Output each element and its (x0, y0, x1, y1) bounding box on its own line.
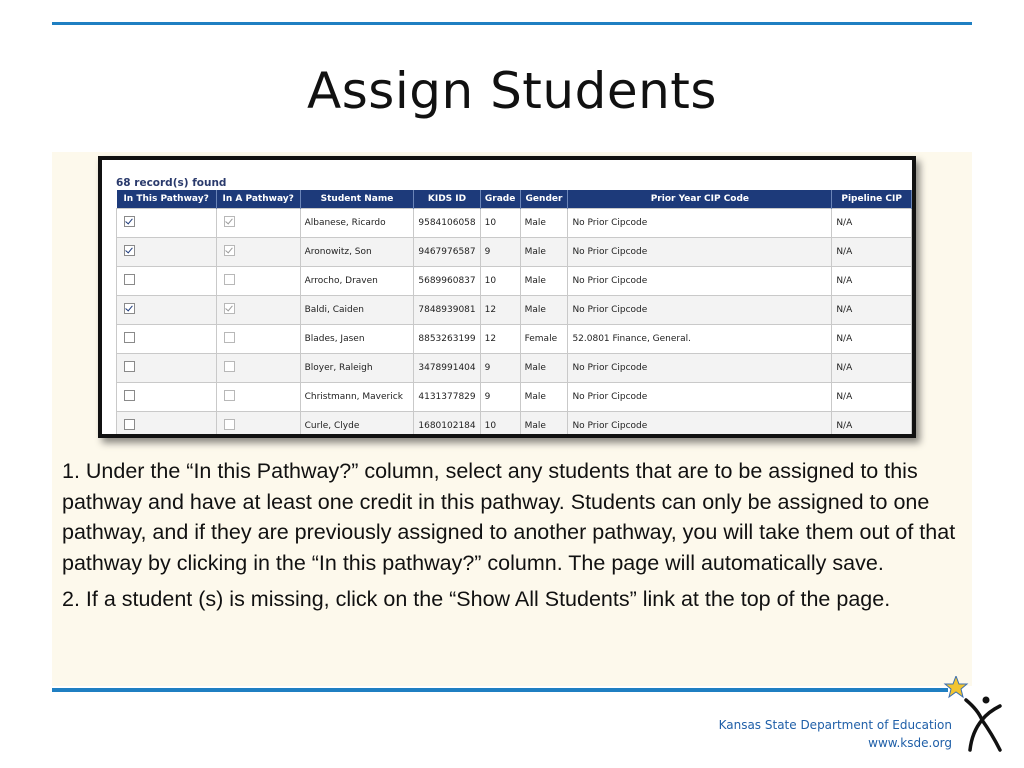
in-a-pathway-cell (216, 267, 300, 296)
in-this-pathway-cell (117, 267, 217, 296)
in-this-pathway-checkbox[interactable] (124, 332, 135, 343)
prior-cip-cell: No Prior Cipcode (568, 354, 832, 383)
pipeline-cip-cell: N/A (832, 238, 912, 267)
pipeline-cip-cell: N/A (832, 267, 912, 296)
column-header-gender[interactable]: Gender (520, 190, 568, 209)
student-name-cell: Arrocho, Draven (300, 267, 414, 296)
prior-cip-cell: No Prior Cipcode (568, 238, 832, 267)
in-this-pathway-checkbox[interactable] (124, 274, 135, 285)
grade-cell: 10 (480, 412, 520, 439)
grade-cell: 10 (480, 209, 520, 238)
grade-cell: 10 (480, 267, 520, 296)
in-a-pathway-checkbox (224, 419, 235, 430)
kids-id-cell: 9467976587 (414, 238, 480, 267)
footer-website-link[interactable]: www.ksde.org (868, 736, 952, 750)
table-row (117, 325, 912, 354)
in-this-pathway-cell (117, 412, 217, 439)
kids-id-cell: 8853263199 (414, 325, 480, 354)
column-header-pipeline-cip[interactable]: Pipeline CIP (832, 190, 912, 209)
kids-id-cell: 1680102184 (414, 412, 480, 439)
column-header-prior-year-cip[interactable]: Prior Year CIP Code (568, 190, 832, 209)
in-this-pathway-checkbox[interactable] (124, 216, 135, 227)
kids-id-cell: 9584106058 (414, 209, 480, 238)
in-this-pathway-cell (117, 209, 217, 238)
kids-id-cell: 5689960837 (414, 267, 480, 296)
prior-cip-cell: No Prior Cipcode (568, 267, 832, 296)
kids-id-cell: 4131377829 (414, 383, 480, 412)
student-name-cell: Aronowitz, Son (300, 238, 414, 267)
prior-cip-cell: No Prior Cipcode (568, 412, 832, 439)
screenshot-frame (98, 156, 916, 438)
column-header-in-this-pathway[interactable]: In This Pathway? (117, 190, 217, 209)
pipeline-cip-cell: N/A (832, 325, 912, 354)
prior-cip-cell: 52.0801 Finance, General. (568, 325, 832, 354)
in-a-pathway-cell (216, 325, 300, 354)
student-name-cell: Blades, Jasen (300, 325, 414, 354)
student-name-cell: Bloyer, Raleigh (300, 354, 414, 383)
students-table (116, 190, 912, 438)
table-header-row (117, 190, 912, 209)
logo-head-icon (983, 697, 990, 704)
in-a-pathway-checkbox (224, 216, 235, 227)
in-this-pathway-checkbox[interactable] (124, 303, 135, 314)
gender-cell: Male (520, 267, 568, 296)
grade-cell: 9 (480, 354, 520, 383)
in-this-pathway-cell (117, 238, 217, 267)
in-this-pathway-checkbox[interactable] (124, 245, 135, 256)
in-a-pathway-checkbox (224, 332, 235, 343)
table-body (117, 209, 912, 439)
table-row (117, 209, 912, 238)
in-a-pathway-checkbox (224, 245, 235, 256)
top-rule (52, 22, 972, 25)
prior-cip-cell: No Prior Cipcode (568, 383, 832, 412)
in-this-pathway-checkbox[interactable] (124, 419, 135, 430)
bottom-rule (52, 688, 948, 692)
table-row (117, 296, 912, 325)
column-header-in-a-pathway[interactable]: In A Pathway? (216, 190, 300, 209)
gender-cell: Male (520, 412, 568, 439)
student-name-cell: Curle, Clyde (300, 412, 414, 439)
in-a-pathway-checkbox (224, 303, 235, 314)
footer-org (719, 716, 952, 752)
in-a-pathway-cell (216, 238, 300, 267)
table-row (117, 238, 912, 267)
column-header-kids-id[interactable]: KIDS ID (414, 190, 480, 209)
in-a-pathway-cell (216, 296, 300, 325)
in-a-pathway-cell (216, 209, 300, 238)
gender-cell: Male (520, 383, 568, 412)
footer-org-name: Kansas State Department of Education (718, 718, 952, 732)
student-name-cell: Baldi, Caiden (300, 296, 414, 325)
record-count: 68 record(s) found (116, 177, 227, 189)
in-this-pathway-checkbox[interactable] (124, 361, 135, 372)
column-header-grade[interactable]: Grade (480, 190, 520, 209)
table-row (117, 383, 912, 412)
in-this-pathway-cell (117, 325, 217, 354)
grade-cell: 9 (480, 238, 520, 267)
student-name-cell: Albanese, Ricardo (300, 209, 414, 238)
grade-cell: 12 (480, 296, 520, 325)
slide-title: Assign Students (307, 62, 717, 120)
logo-star-icon (945, 676, 967, 697)
in-this-pathway-checkbox[interactable] (124, 390, 135, 401)
in-a-pathway-cell (216, 354, 300, 383)
gender-cell: Male (520, 238, 568, 267)
instruction-step-1: 1. Under the “In this Pathway?” column, select any students that are to be assigned to this pathway and have at least one credit in this pathway. Students can only be assigned to one pathway, and if they are previously assigned to another pathway, you will take them out of that pathway by clicking in the “In this pathway?” column. The page will automatically save. (62, 459, 956, 575)
kids-id-cell: 3478991404 (414, 354, 480, 383)
pipeline-cip-cell: N/A (832, 296, 912, 325)
in-this-pathway-cell (117, 296, 217, 325)
pipeline-cip-cell: N/A (832, 354, 912, 383)
kids-id-cell: 7848939081 (414, 296, 480, 325)
column-header-student-name[interactable]: Student Name (300, 190, 414, 209)
gender-cell: Female (520, 325, 568, 354)
gender-cell: Male (520, 296, 568, 325)
in-this-pathway-cell (117, 354, 217, 383)
in-a-pathway-checkbox (224, 361, 235, 372)
pipeline-cip-cell: N/A (832, 383, 912, 412)
in-a-pathway-checkbox (224, 390, 235, 401)
prior-cip-cell: No Prior Cipcode (568, 296, 832, 325)
prior-cip-cell: No Prior Cipcode (568, 209, 832, 238)
logo-figure-icon (966, 700, 1000, 750)
in-a-pathway-cell (216, 412, 300, 439)
gender-cell: Male (520, 354, 568, 383)
in-a-pathway-checkbox (224, 274, 235, 285)
in-this-pathway-cell (117, 383, 217, 412)
table-row (117, 354, 912, 383)
gender-cell: Male (520, 209, 568, 238)
pipeline-cip-cell: N/A (832, 412, 912, 439)
grade-cell: 9 (480, 383, 520, 412)
student-name-cell: Christmann, Maverick (300, 383, 414, 412)
in-a-pathway-cell (216, 383, 300, 412)
instruction-step-2: 2. If a student (s) is missing, click on the “Show All Students” link at the top of the page. (62, 587, 891, 611)
table-row (117, 412, 912, 439)
table-row (117, 267, 912, 296)
pipeline-cip-cell: N/A (832, 209, 912, 238)
grade-cell: 12 (480, 325, 520, 354)
instructions (62, 456, 967, 621)
